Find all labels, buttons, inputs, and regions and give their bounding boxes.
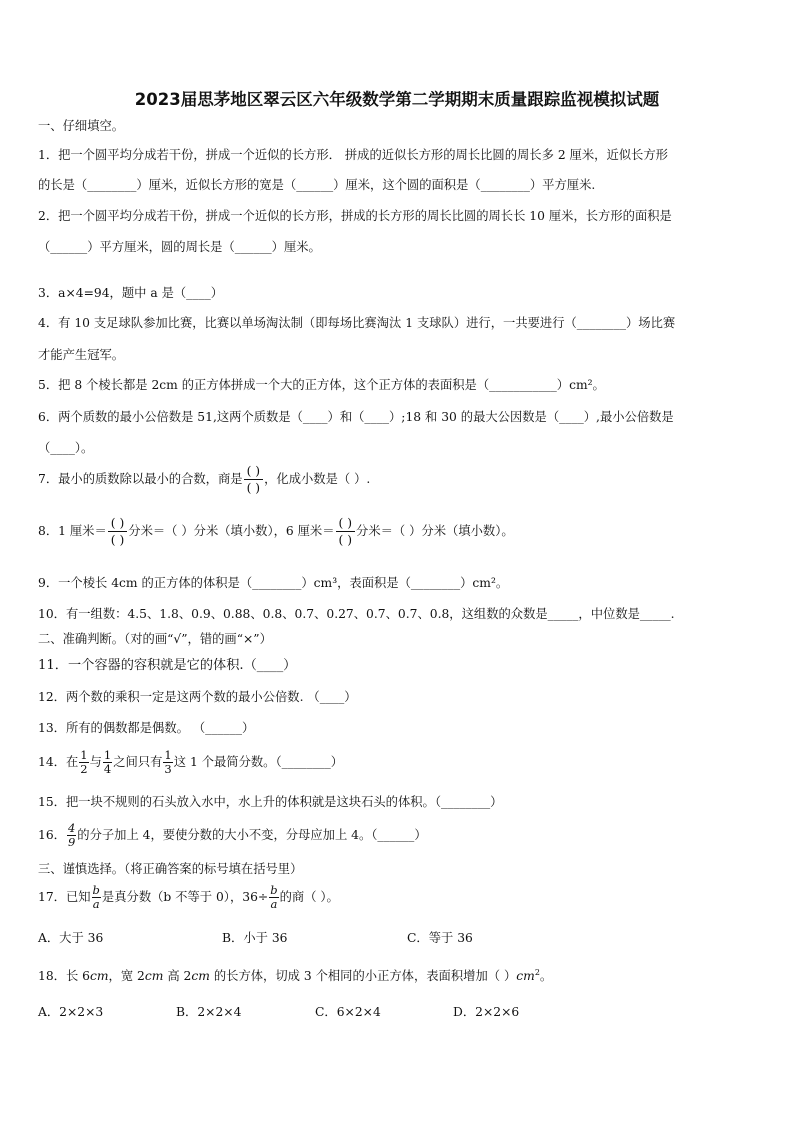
fraction-one-half (79, 749, 88, 776)
section-3-heading: 三、谨慎选择。（将正确答案的标号填在括号里） (38, 862, 303, 876)
question-18 (38, 965, 552, 984)
question-17-option-a: A．大于 36 (38, 931, 104, 945)
question-18-part-1: 18．长 6 (38, 969, 90, 984)
question-8-fraction-blank-2 (336, 515, 356, 548)
fraction-four-ninths (67, 822, 76, 849)
question-8-fraction-blank-1 (108, 515, 128, 548)
question-14-between: 之间只有 (113, 755, 163, 769)
fraction-denominator: 4 (103, 762, 112, 776)
question-15: 15．把一块不规则的石头放入水中，水上升的体积就是这块石头的体积。（________） (38, 795, 503, 809)
question-8-part-3: 分米＝（ ）分米（填小数）。 (356, 524, 514, 538)
question-8 (38, 515, 514, 548)
fraction-b-over-a (92, 884, 101, 911)
question-2-line-2: （______）平方厘米，圆的周长是（______）厘米。 (38, 240, 321, 254)
question-11: 11．一个容器的容积就是它的体积.（____） (38, 658, 297, 673)
question-8-part-1: 8．1 厘米＝ (38, 524, 107, 538)
unit-exponent: 2 (534, 968, 540, 977)
question-14 (38, 749, 343, 776)
fraction-one-quarter (103, 749, 112, 776)
question-17-prefix: 17．已知 (38, 890, 91, 904)
question-17-option-c: C．等于 36 (407, 931, 473, 945)
question-14-and: 与 (89, 755, 102, 769)
question-6-line-2: （____）。 (38, 441, 94, 455)
question-18-part-4: 的长方体，切成 3 个相同的小正方体，表面积增加（ ） (209, 969, 517, 984)
question-13: 13．所有的偶数都是偶数。 （______） (38, 721, 255, 735)
question-7-fraction-blank (244, 463, 264, 496)
unit-cm: cm (191, 969, 210, 984)
fraction-numerator: 1 (80, 748, 88, 762)
fraction-numerator-blank: ( ) (108, 515, 128, 532)
fraction-denominator: a (92, 897, 100, 911)
question-2-line-1: 2．把一个圆平均分成若干份，拼成一个近似的长方形，拼成的长方形的周长比圆的周长长 10 厘米，长方形的面积是 (38, 209, 672, 223)
fraction-denominator: 3 (164, 762, 172, 776)
fraction-denominator: a (270, 897, 278, 911)
question-6-line-1: 6．两个质数的最小公倍数是 51,这两个质数是（____）和（____）;18 和 30 的最大公因数是（____）,最小公倍数是 (38, 410, 674, 424)
fraction-denominator: 2 (80, 762, 88, 776)
question-14-suffix: 这 1 个最简分数。（________） (173, 755, 344, 769)
fraction-numerator-blank: ( ) (244, 463, 264, 480)
question-7-suffix: ，化成小数是（ ）. (264, 472, 371, 486)
fraction-denominator: 9 (67, 835, 76, 849)
unit-cm: cm (89, 969, 109, 984)
fraction-denominator-blank: ( ) (338, 533, 353, 547)
question-3: 3．a×4=94，题中 a 是（____） (38, 286, 224, 300)
fraction-numerator: 4 (67, 821, 76, 835)
unit-cm: cm (144, 969, 164, 984)
question-1-line-2: 的长是（________）厘米，近似长方形的宽是（______）厘米，这个圆的面积是（________）平方厘米. (38, 178, 596, 192)
question-4-line-2: 才能产生冠军。 (38, 348, 125, 362)
question-16-prefix: 16． (38, 828, 66, 842)
fraction-numerator: b (92, 883, 100, 897)
question-18-option-d: D．2×2×6 (453, 1005, 520, 1019)
question-9: 9．一个棱长 4cm 的正方体的体积是（________）cm³，表面积是（________）cm²。 (38, 576, 509, 590)
page-title: 2023届思茅地区翠云区六年级数学第二学期期末质量跟踪监视模拟试题 (134, 90, 660, 109)
question-17 (38, 884, 339, 911)
question-17-middle: 是真分数（b 不等于 0），36÷ (101, 890, 269, 904)
question-18-option-a: A．2×2×3 (38, 1005, 104, 1019)
fraction-one-third (163, 749, 172, 776)
fraction-denominator-blank: ( ) (246, 481, 261, 495)
question-10: 10．有一组数：4.5、1.8、0.9、0.88、0.8、0.7、0.27、0.7、0.7、0.8，这组数的众数是_____，中位数是_____. (38, 607, 675, 621)
fraction-denominator-blank: ( ) (110, 533, 125, 547)
question-18-option-c: C．6×2×4 (315, 1005, 381, 1019)
question-17-suffix: 的商（ ）。 (279, 890, 339, 904)
question-12: 12．两个数的乘积一定是这两个数的最小公倍数. （____） (38, 690, 357, 704)
unit-cm: cm (516, 969, 535, 984)
section-2-heading: 二、准确判断。（对的画“√”，错的画“×”） (38, 632, 272, 646)
question-18-part-3: 高 2 (163, 969, 192, 984)
fraction-numerator-blank: ( ) (336, 515, 356, 532)
question-7 (38, 463, 370, 496)
question-5: 5．把 8 个棱长都是 2cm 的正方体拼成一个大的正方体，这个正方体的表面积是（___________）cm²。 (38, 378, 605, 392)
question-17-option-b: B．小于 36 (222, 931, 288, 945)
question-4-line-1: 4．有 10 支足球队参加比赛，比赛以单场淘汰制（即每场比赛淘汰 1 支球队）进行，一共要进行（________）场比赛 (38, 316, 676, 330)
question-18-part-5: 。 (539, 969, 553, 984)
question-1-line-1: 1．把一个圆平均分成若干份，拼成一个近似的长方形． 拼成的近似长方形的周长比圆的周长多 2 厘米，近似长方形 (38, 148, 668, 162)
question-7-prefix: 7．最小的质数除以最小的合数，商是 (38, 472, 243, 486)
question-18-part-2: ，宽 2 (108, 969, 145, 984)
fraction-numerator: b (270, 883, 278, 897)
fraction-numerator: 1 (103, 748, 112, 762)
fraction-numerator: 1 (164, 748, 172, 762)
question-18-option-b: B．2×2×4 (176, 1005, 242, 1019)
question-16 (38, 822, 427, 849)
question-16-suffix: 的分子加上 4，要使分数的大小不变，分母应加上 4。（______） (77, 828, 427, 842)
section-1-heading: 一、仔细填空。 (38, 119, 125, 133)
question-8-part-2: 分米＝（ ）分米（填小数），6 厘米＝ (128, 524, 335, 538)
fraction-b-over-a (269, 884, 278, 911)
question-14-prefix: 14．在 (38, 755, 79, 769)
